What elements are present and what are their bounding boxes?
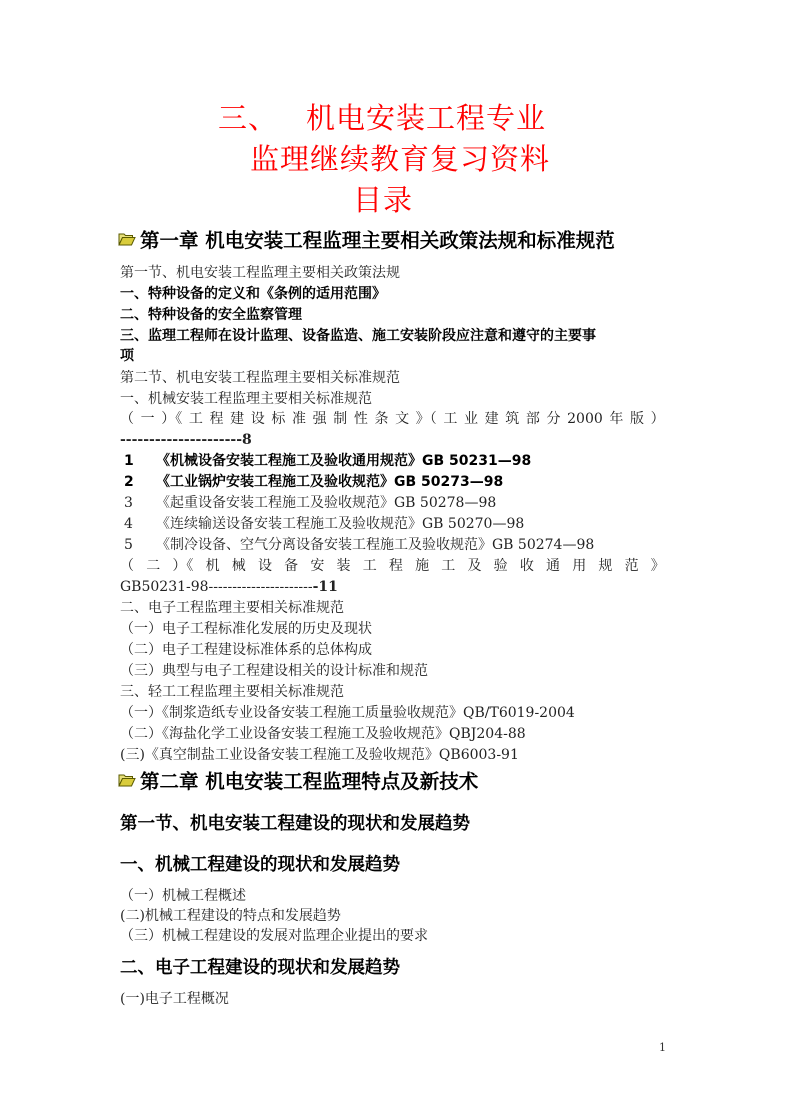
char: 工 [188, 411, 203, 427]
char: 条 [374, 411, 389, 427]
standard-title: 《连续输送设备安装工程施工及验收规范》GB 50270—98 [156, 516, 525, 532]
standard-item[interactable] [120, 535, 594, 555]
char: 版 [630, 411, 645, 427]
page-number: 1 [659, 1041, 666, 1054]
standard-number: 2 [124, 474, 134, 490]
char: 范 [624, 558, 639, 574]
toc-entry[interactable]: （二）电子工程建设标准体系的总体构成 [120, 642, 372, 658]
char: 工 [441, 558, 456, 574]
toc-entry[interactable]: 第二节、机电安装工程监理主要相关标准规范 [120, 370, 400, 386]
title-prefix: 三、 [218, 101, 279, 135]
char: 文 [395, 411, 410, 427]
char: 分 [546, 411, 561, 427]
toc-entry[interactable]: （一）《制浆造纸专业设备安装工程施工质量验收规范》QB/T6019-2004 [120, 705, 575, 721]
toc-leader [120, 430, 252, 450]
char: 年 [609, 411, 624, 427]
char: 安 [310, 558, 325, 574]
toc-entry[interactable]: （三）机械工程建设的发展对监理企业提出的要求 [120, 928, 428, 944]
toc-leader [120, 577, 338, 597]
char: 二 [146, 558, 161, 574]
toc-entry-justified[interactable] [120, 556, 665, 576]
toc-entry-continuation: 项 [120, 348, 134, 364]
char: ） [650, 411, 665, 427]
char: 用 [572, 558, 587, 574]
toc-entry[interactable]: 二、电子工程监理主要相关标准规范 [120, 600, 344, 616]
char: 程 [209, 411, 224, 427]
char: 设 [250, 411, 265, 427]
standard-number: 4 [124, 516, 133, 532]
standard-title: 《工业锅炉安装工程施工及验收规范》GB 50273—98 [156, 474, 504, 490]
toc-entry[interactable]: 一、特种设备的定义和《条例的适用范围》 [120, 286, 386, 302]
standard-item[interactable] [120, 493, 496, 513]
toc-entry[interactable]: (二)机械工程建设的特点和发展趋势 [120, 908, 341, 924]
char: 2000 [567, 411, 603, 427]
section-heading[interactable]: 第一节、机电安装工程建设的现状和发展趋势 [120, 814, 470, 834]
chapter-1-title: 第一章 机电安装工程监理主要相关政策法规和标准规范 [140, 229, 615, 252]
char: 准 [292, 411, 306, 427]
folder-open-icon [118, 233, 136, 246]
toc-entry[interactable]: （二）《海盐化学工业设备安装工程施工及验收规范》QBJ204-88 [120, 726, 526, 742]
toc-entry[interactable]: 第一节、机电安装工程监理主要相关政策法规 [120, 265, 400, 281]
doc-title-line-1 [218, 102, 546, 134]
toc-entry-justified[interactable] [120, 409, 665, 429]
toc-entry[interactable]: 三、轻工工程监理主要相关标准规范 [120, 684, 344, 700]
char: 性 [353, 411, 368, 427]
char: 收 [519, 558, 534, 574]
section-heading[interactable]: 二、电子工程建设的现状和发展趋势 [120, 958, 400, 978]
char: 及 [467, 558, 482, 574]
char: 建 [230, 411, 245, 427]
char: 工 [443, 411, 458, 427]
char: 验 [493, 558, 508, 574]
char: 工 [362, 558, 377, 574]
toc-entry[interactable]: 三、监理工程师在设计监理、设备监造、施工安装阶段应注意和遵守的主要事 [120, 328, 596, 344]
char: 装 [336, 558, 351, 574]
standard-item[interactable] [120, 451, 531, 471]
toc-entry[interactable]: (一)电子工程概况 [120, 991, 229, 1007]
toc-entry[interactable]: （一）电子工程标准化发展的历史及现状 [120, 621, 372, 637]
toc-entry[interactable]: 一、机械安装工程监理主要相关标准规范 [120, 391, 372, 407]
toc-entry[interactable]: （三）典型与电子工程建设相关的设计标准和规范 [120, 663, 428, 679]
char: 备 [284, 558, 299, 574]
char: 设 [257, 558, 272, 574]
char: 标 [271, 411, 286, 427]
standard-code: GB50231-98---------------------- [120, 579, 313, 595]
toc-entry[interactable]: （一）机械工程概述 [120, 888, 246, 904]
char: 一 [140, 411, 155, 427]
page-ref: -11 [312, 579, 338, 595]
toc-heading: 目录 [353, 183, 414, 217]
char: 通 [546, 558, 560, 574]
char: 程 [388, 558, 403, 574]
char: 强 [312, 411, 327, 427]
char: 制 [333, 411, 348, 427]
leader-dashes: ---------------------8 [120, 432, 252, 448]
title-main: 机电安装工程专业 [306, 101, 547, 135]
char: 规 [598, 558, 613, 574]
toc-entry[interactable]: (三)《真空制盐工业设备安装工程施工及验收规范》QB6003-91 [120, 747, 519, 763]
folder-open-icon [118, 774, 136, 787]
chapter-2-title: 第二章 机电安装工程监理特点及新技术 [140, 770, 479, 793]
char: ）《 [161, 411, 183, 427]
doc-title-line-2: 监理继续教育复习资料 [250, 142, 551, 176]
standard-number: 3 [124, 495, 133, 511]
char: 筑 [505, 411, 520, 427]
char: 》（ [415, 411, 437, 427]
standard-title: 《起重设备安装工程施工及验收规范》GB 50278—98 [156, 495, 497, 511]
standard-number: 1 [124, 453, 134, 469]
char: 业 [464, 411, 478, 427]
char: （ [120, 558, 134, 574]
char: 部 [525, 411, 540, 427]
char: ）《 [172, 558, 194, 574]
standard-number: 5 [124, 537, 133, 553]
toc-entry[interactable]: 二、特种设备的安全监察管理 [120, 307, 302, 323]
standard-title: 《机械设备安装工程施工及验收通用规范》GB 50231—98 [156, 453, 532, 469]
standard-item[interactable] [120, 472, 503, 492]
char: 施 [415, 558, 430, 574]
char: 建 [484, 411, 499, 427]
standard-item[interactable] [120, 514, 524, 534]
chapter-1-heading[interactable] [118, 229, 615, 253]
char: 》 [650, 558, 665, 574]
char: 机 [205, 558, 220, 574]
chapter-2-heading[interactable] [118, 770, 478, 794]
section-heading[interactable]: 一、机械工程建设的现状和发展趋势 [120, 855, 400, 875]
char: （ [120, 411, 134, 427]
standard-title: 《制冷设备、空气分离设备安装工程施工及验收规范》GB 50274—98 [156, 537, 595, 553]
char: 械 [231, 558, 246, 574]
